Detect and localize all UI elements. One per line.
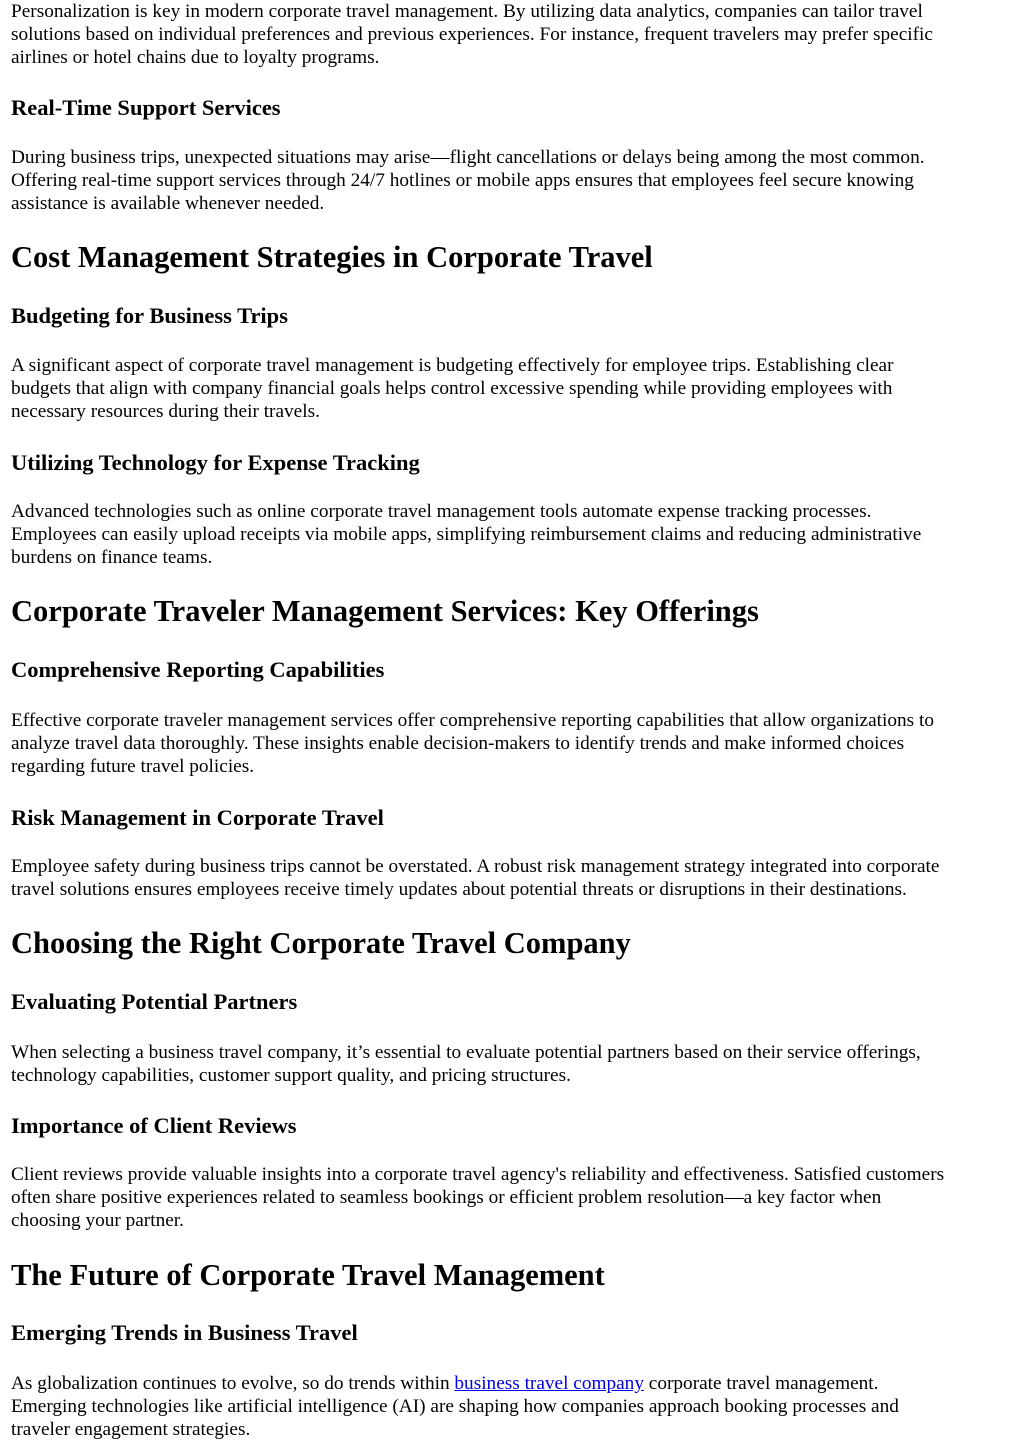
paragraph-emerging-line-2: Emerging technologies like artificial intelligence (AI) are shaping how companies approach booking processes and xyxy=(11,1396,899,1417)
paragraph-real-time-line-1: During business trips, unexpected situations may arise—flight cancellations or delays being among the most common. xyxy=(11,147,925,168)
paragraph-evaluating-line-2: technology capabilities, customer support quality, and pricing structures. xyxy=(11,1065,571,1086)
heading-future: The Future of Corporate Travel Management xyxy=(11,1258,605,1292)
paragraph-personalization-line-3: airlines or hotel chains due to loyalty programs. xyxy=(11,47,380,68)
paragraph-reviews-line-3: choosing your partner. xyxy=(11,1210,184,1231)
paragraph-reporting-line-2: analyze travel data thoroughly. These insights enable decision-makers to identify trends and make informed choices xyxy=(11,733,905,754)
heading-key-offerings: Corporate Traveler Management Services: Key Offerings xyxy=(11,594,759,628)
heading-budgeting: Budgeting for Business Trips xyxy=(11,303,288,328)
paragraph-budgeting-line-3: necessary resources during their travels. xyxy=(11,401,320,422)
paragraph-real-time-line-3: assistance is available whenever needed. xyxy=(11,193,325,214)
paragraph-personalization-line-2: solutions based on individual preferences and previous experiences. For instance, frequent travelers may prefer specific xyxy=(11,24,933,45)
paragraph-evaluating-line-1: When selecting a business travel company, it’s essential to evaluate potential partners based on their service offerings, xyxy=(11,1042,921,1063)
paragraph-budgeting-line-2: budgets that align with company financial goals helps control excessive spending while providing employees with xyxy=(11,378,893,399)
paragraph-emerging-text-after-link: corporate travel management. xyxy=(643,1373,879,1394)
heading-client-reviews: Importance of Client Reviews xyxy=(11,1113,297,1138)
paragraph-emerging-line-1 xyxy=(11,1372,878,1395)
paragraph-budgeting-line-1: A significant aspect of corporate travel management is budgeting effectively for employee trips. Establishing clear xyxy=(11,355,894,376)
heading-risk-management: Risk Management in Corporate Travel xyxy=(11,805,384,830)
heading-choosing-company: Choosing the Right Corporate Travel Company xyxy=(11,926,631,960)
paragraph-risk-line-2: travel solutions ensures employees receive timely updates about potential threats or disruptions in their destinations. xyxy=(11,879,907,900)
paragraph-expense-line-1: Advanced technologies such as online corporate travel management tools automate expense tracking processes. xyxy=(11,501,872,522)
paragraph-expense-line-2: Employees can easily upload receipts via mobile apps, simplifying reimbursement claims and reducing administrative xyxy=(11,524,922,545)
paragraph-reviews-line-1: Client reviews provide valuable insights into a corporate travel agency's reliability and effectiveness. Satisfied customers xyxy=(11,1164,945,1185)
heading-emerging-trends: Emerging Trends in Business Travel xyxy=(11,1320,358,1345)
paragraph-reviews-line-2: often share positive experiences related to seamless bookings or efficient problem resolution—a key factor when xyxy=(11,1187,882,1208)
paragraph-risk-line-1: Employee safety during business trips cannot be overstated. A robust risk management strategy integrated into corporate xyxy=(11,856,940,877)
paragraph-emerging-line-3: traveler engagement strategies. xyxy=(11,1419,251,1440)
paragraph-personalization-line-1: Personalization is key in modern corporate travel management. By utilizing data analytics, companies can tailor travel xyxy=(11,1,923,22)
heading-expense-tracking: Utilizing Technology for Expense Tracking xyxy=(11,450,420,475)
heading-evaluating-partners: Evaluating Potential Partners xyxy=(11,989,298,1014)
heading-real-time-support: Real-Time Support Services xyxy=(11,95,281,120)
paragraph-expense-line-3: burdens on finance teams. xyxy=(11,547,213,568)
heading-cost-management: Cost Management Strategies in Corporate Travel xyxy=(11,240,653,274)
paragraph-emerging-text-before-link: As globalization continues to evolve, so do trends within xyxy=(11,1373,455,1394)
paragraph-reporting-line-1: Effective corporate traveler management services offer comprehensive reporting capabilities that allow organizations to xyxy=(11,710,934,731)
business-travel-company-link[interactable]: business travel company xyxy=(454,1373,644,1394)
paragraph-reporting-line-3: regarding future travel policies. xyxy=(11,756,255,777)
paragraph-real-time-line-2: Offering real-time support services through 24/7 hotlines or mobile apps ensures that employees feel secure knowing xyxy=(11,170,914,191)
heading-reporting: Comprehensive Reporting Capabilities xyxy=(11,657,385,682)
